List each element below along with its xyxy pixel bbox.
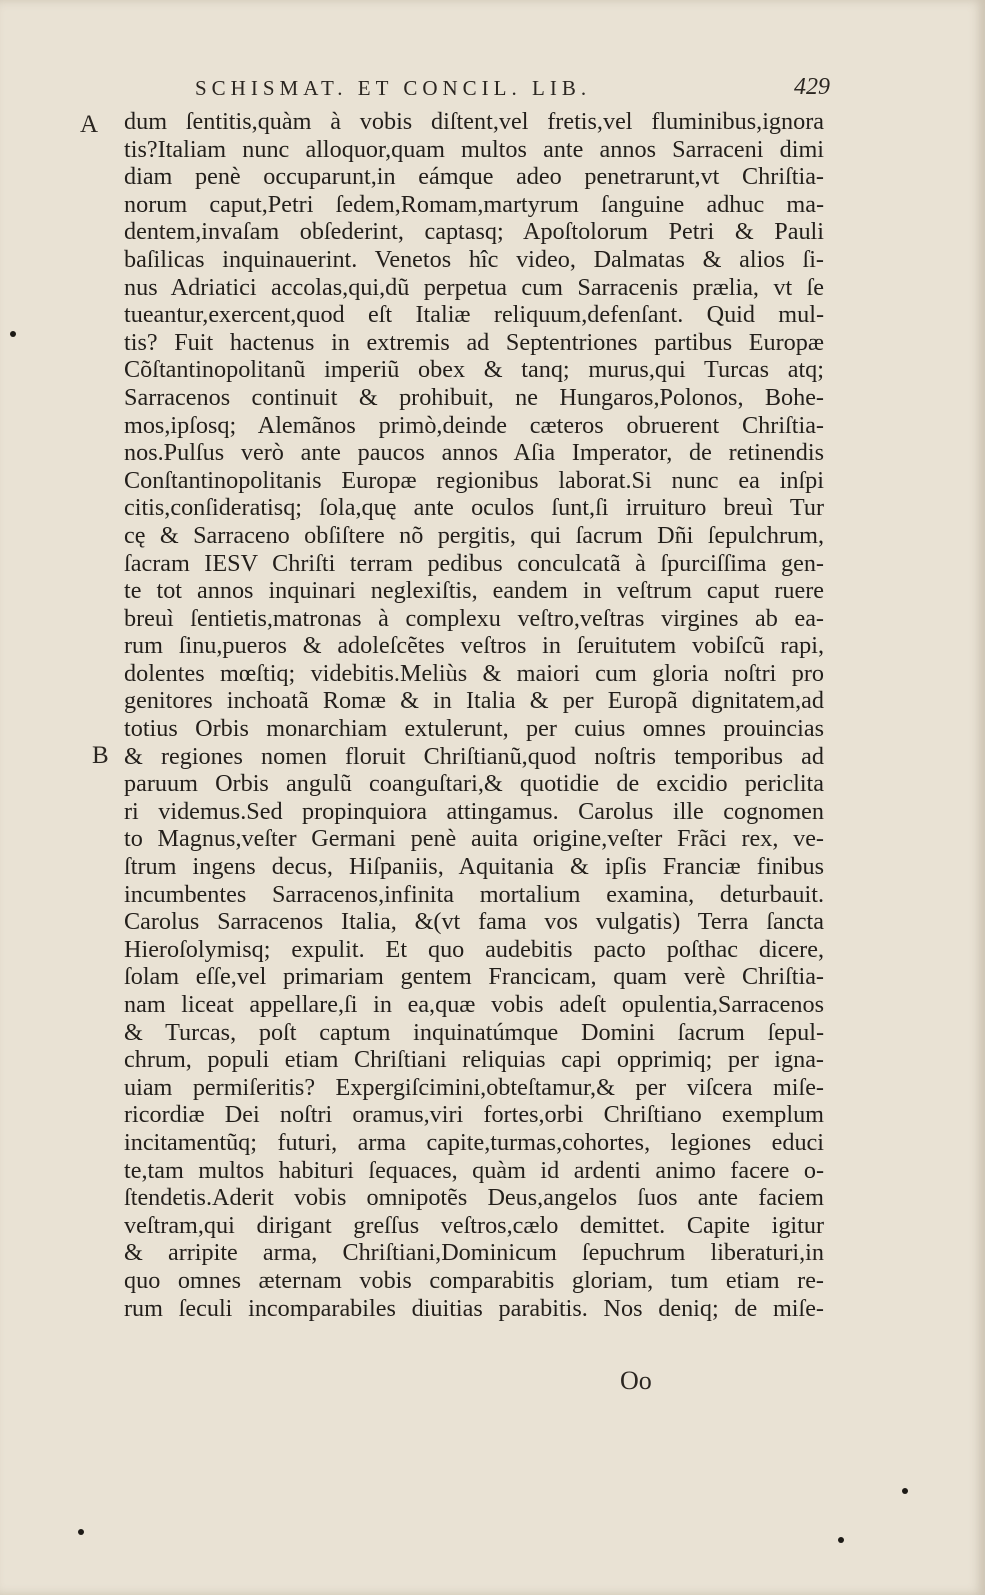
text-line: paruum Orbis angulũ coanguſtari,& quotidie de excidio periclita xyxy=(124,770,824,798)
text-line: & arripite arma, Chriſtiani,Dominicum ſepuchrum liberaturi,in xyxy=(124,1239,824,1267)
page-header xyxy=(150,72,830,112)
ink-speck xyxy=(902,1488,908,1494)
text-line: norum caput,Petri ſedem,Romam,martyrum ſanguine adhuc ma- xyxy=(124,190,824,218)
text-line: tis? Fuit hactenus in extremis ad Septentriones partibus Europæ xyxy=(124,328,824,356)
margin-marker-a: A xyxy=(80,111,99,138)
text-line: ricordiæ Dei noſtri oramus,viri fortes,orbi Chriſtiano exemplum xyxy=(124,1101,824,1129)
text-line: & regiones nomen floruit Chriſtianũ,quod noſtris temporibus ad xyxy=(124,742,824,770)
ink-speck xyxy=(838,1537,844,1543)
text-line: veſtram,qui dirigant greſſus veſtros,cælo demittet. Capite igitur xyxy=(124,1211,824,1239)
text-line: incumbentes Sarracenos,infinita mortalium examina, deturbauit. xyxy=(124,880,824,908)
text-line: dentem,invaſam obſederint, captasq; Apoſtolorum Petri & Pauli xyxy=(124,218,824,246)
text-line: Hieroſolymisq; expulit. Et quo audebitis pacto poſthac dicere, xyxy=(124,935,824,963)
text-line: Sarracenos continuit & prohibuit, ne Hungaros,Polonos, Bohe- xyxy=(124,383,824,411)
text-line: ſtrum ingens decus, Hiſpaniis, Aquitania & ipſis Franciæ finibus xyxy=(124,853,824,881)
text-line: totius Orbis monarchiam extulerunt, per cuius omnes prouincias xyxy=(124,715,824,743)
text-line: rum ſinu,pueros & adoleſcẽtes veſtros in ſeruitutem vobiſcũ rapi, xyxy=(124,632,824,660)
text-line: ſacram IESV Chriſti terram pedibus conculcatã à ſpurciſſima gen- xyxy=(124,549,824,577)
text-line: nam liceat appellare,ſi in ea,quæ vobis adeſt opulentia,Sarracenos xyxy=(124,991,824,1018)
running-title: SCHISMAT. ET CONCIL. LIB. xyxy=(195,76,592,100)
text-line: ri videmus.Sed propinquiora attingamus. Carolus ille cognomen xyxy=(124,797,824,825)
text-line: Conſtantinopolitanis Europæ regionibus laborat.Si nunc ea inſpi xyxy=(124,466,824,494)
text-line: tis?Italiam nunc alloquor,quam multos ante annos Sarraceni dimi xyxy=(124,135,824,163)
text-line: genitores inchoatã Romæ & in Italia & per Europã dignitatem,ad xyxy=(124,687,824,715)
text-line: mos,ipſosq; Alemãnos primò,deinde cæteros obruerent Chriſtia- xyxy=(124,411,824,439)
text-line: nus Adriatici accolas,qui,dũ perpetua cum Sarracenis prælia, vt ſe xyxy=(124,273,824,301)
text-line: te,tam multos habituri ſequaces, quàm id ardenti animo facere o- xyxy=(124,1156,824,1184)
ink-speck xyxy=(10,331,16,337)
text-line: to Magnus,veſter Germani penè auita origine,veſter Frãci rex, ve- xyxy=(124,825,824,853)
text-line: quo omnes æternam vobis comparabitis gloriam, tum etiam re- xyxy=(124,1266,824,1294)
text-line: chrum, populi etiam Chriſtiani reliquias capi opprimiq; per igna- xyxy=(124,1046,824,1074)
text-line: nos.Pulſus verò ante paucos annos Aſia Imperator, de retinendis xyxy=(124,439,824,467)
text-line: cę & Sarraceno obſiſtere nõ pergitis, qui ſacrum Dñi ſepulchrum, xyxy=(124,521,824,549)
text-line: Carolus Sarracenos Italia, &(vt fama vos vulgatis) Terra ſancta xyxy=(124,908,824,936)
body-text xyxy=(124,108,824,1322)
text-line: Cõſtantinopolitanũ imperiũ obex & tanq; murus,qui Turcas atq; xyxy=(124,356,824,384)
text-line: te tot annos inquinari neglexiſtis, eandem in veſtrum caput ruere xyxy=(124,577,824,605)
text-line: incitamentũq; futuri, arma capite,turmas,cohortes, legiones educi xyxy=(124,1128,824,1156)
text-line: uiam permiſeritis? Expergiſcimini,obteſtamur,& per viſcera miſe- xyxy=(124,1073,824,1101)
signature-mark: Oo xyxy=(620,1366,652,1395)
text-line: ſolam eſſe,vel primariam gentem Francicam, quam verè Chriſtia- xyxy=(124,963,824,991)
text-line: breuì ſentietis,matronas à complexu veſtro,veſtras virgines ab ea- xyxy=(124,604,824,632)
text-line: baſilicas inquinauerint. Venetos hîc video, Dalmatas & alios ſi- xyxy=(124,245,824,273)
text-line: rum ſeculi incomparabiles diuitias parabitis. Nos deniq; de miſe- xyxy=(124,1294,824,1322)
text-line: ſtendetis.Aderit vobis omnipotẽs Deus,angelos ſuos ante faciem xyxy=(124,1184,824,1212)
text-line: diam penè occuparunt,in eámque adeo penetrarunt,vt Chriſtia- xyxy=(124,163,824,191)
text-line: & Turcas, poſt captum inquinatúmque Domini ſacrum ſepul- xyxy=(124,1018,824,1046)
margin-marker-b: B xyxy=(92,742,109,769)
ink-speck xyxy=(78,1529,84,1535)
text-line: dum ſentitis,quàm à vobis diſtent,vel fretis,vel fluminibus,ignora xyxy=(124,108,824,135)
page-number: 429 xyxy=(794,74,830,100)
text-line: dolentes mœſtiq; videbitis.Meliùs & maiori cum gloria noſtri pro xyxy=(124,659,824,687)
text-line: tueantur,exercent,quod eſt Italiæ reliquum,defenſant. Quid mul- xyxy=(124,301,824,329)
text-line: citis,conſideratisq; ſola,quę ante oculos ſunt,ſi irruituro breuì Tur xyxy=(124,494,824,522)
